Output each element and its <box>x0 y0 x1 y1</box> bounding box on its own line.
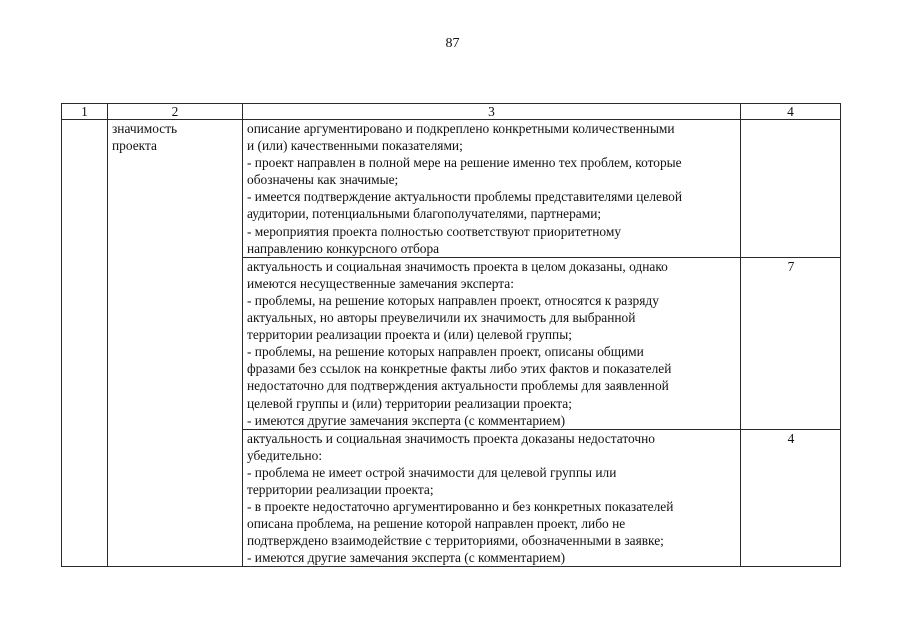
criterion-line: значимость <box>112 121 178 136</box>
description-line: территории реализации проекта и (или) целевой группы; <box>247 327 572 343</box>
header-col-1: 1 <box>62 104 108 120</box>
description-cell <box>243 257 741 429</box>
description-line: - проблема не имеет острой значимости для целевой группы или <box>247 464 617 480</box>
description-line: территории реализации проекта; <box>247 481 434 497</box>
description-line: аудитории, потенциальными благополучателями, партнерами; <box>247 206 602 222</box>
description-line: - мероприятия проекта полностью соответствуют приоритетному <box>247 223 622 239</box>
description-line: - проект направлен в полной мере на решение именно тех проблем, которые <box>247 155 682 171</box>
description-line: описана проблема, на решение которой направлен проект, либо не <box>247 516 626 532</box>
score-cell: 7 <box>741 257 841 429</box>
score-cell <box>741 120 841 258</box>
criteria-table <box>61 103 841 567</box>
description-line: фразами без ссылок на конкретные факты либо этих фактов и показателей <box>247 361 672 377</box>
table-header-row <box>62 104 841 120</box>
criterion-line: проекта <box>112 138 157 154</box>
description-line: - имеется подтверждение актуальности проблемы представителями целевой <box>247 189 683 205</box>
page-number: 87 <box>445 36 460 51</box>
description-line: недостаточно для подтверждения актуальности проблемы для заявленной <box>247 378 669 394</box>
description-line: актуальных, но авторы преувеличили их значимость для выбранной <box>247 310 636 326</box>
description-line: актуальность и социальная значимость проекта в целом доказаны, однако <box>247 258 668 274</box>
description-line: описание аргументировано и подкреплено конкретными количественными <box>247 121 675 136</box>
header-col-3: 3 <box>243 104 741 120</box>
table-row <box>62 120 841 258</box>
description-line: - проблемы, на решение которых направлен проект, относятся к разряду <box>247 292 659 308</box>
header-col-2: 2 <box>108 104 243 120</box>
description-line: - имеются другие замечания эксперта (с комментарием) <box>247 550 566 566</box>
description-line: подтверждено взаимодействие с территориями, обозначенными в заявке; <box>247 533 664 549</box>
description-line: направлению конкурсного отбора <box>247 240 440 256</box>
header-col-4: 4 <box>741 104 841 120</box>
description-line: убедительно: <box>247 447 323 463</box>
description-line: целевой группы и (или) территории реализации проекта; <box>247 395 572 411</box>
description-cell <box>243 429 741 567</box>
description-line: и (или) качественными показателями; <box>247 138 463 154</box>
criterion-cell <box>108 120 243 567</box>
description-line: - имеются другие замечания эксперта (с комментарием) <box>247 412 566 428</box>
score-cell: 4 <box>741 429 841 567</box>
description-line: имеются несущественные замечания эксперта: <box>247 275 514 291</box>
description-line: актуальность и социальная значимость проекта доказаны недостаточно <box>247 430 655 446</box>
description-line: - в проекте недостаточно аргументированно и без конкретных показателей <box>247 499 674 515</box>
description-cell <box>243 120 741 258</box>
description-line: - проблемы, на решение которых направлен проект, описаны общими <box>247 344 644 360</box>
description-line: обозначены как значимые; <box>247 172 399 188</box>
number-cell <box>62 120 108 567</box>
